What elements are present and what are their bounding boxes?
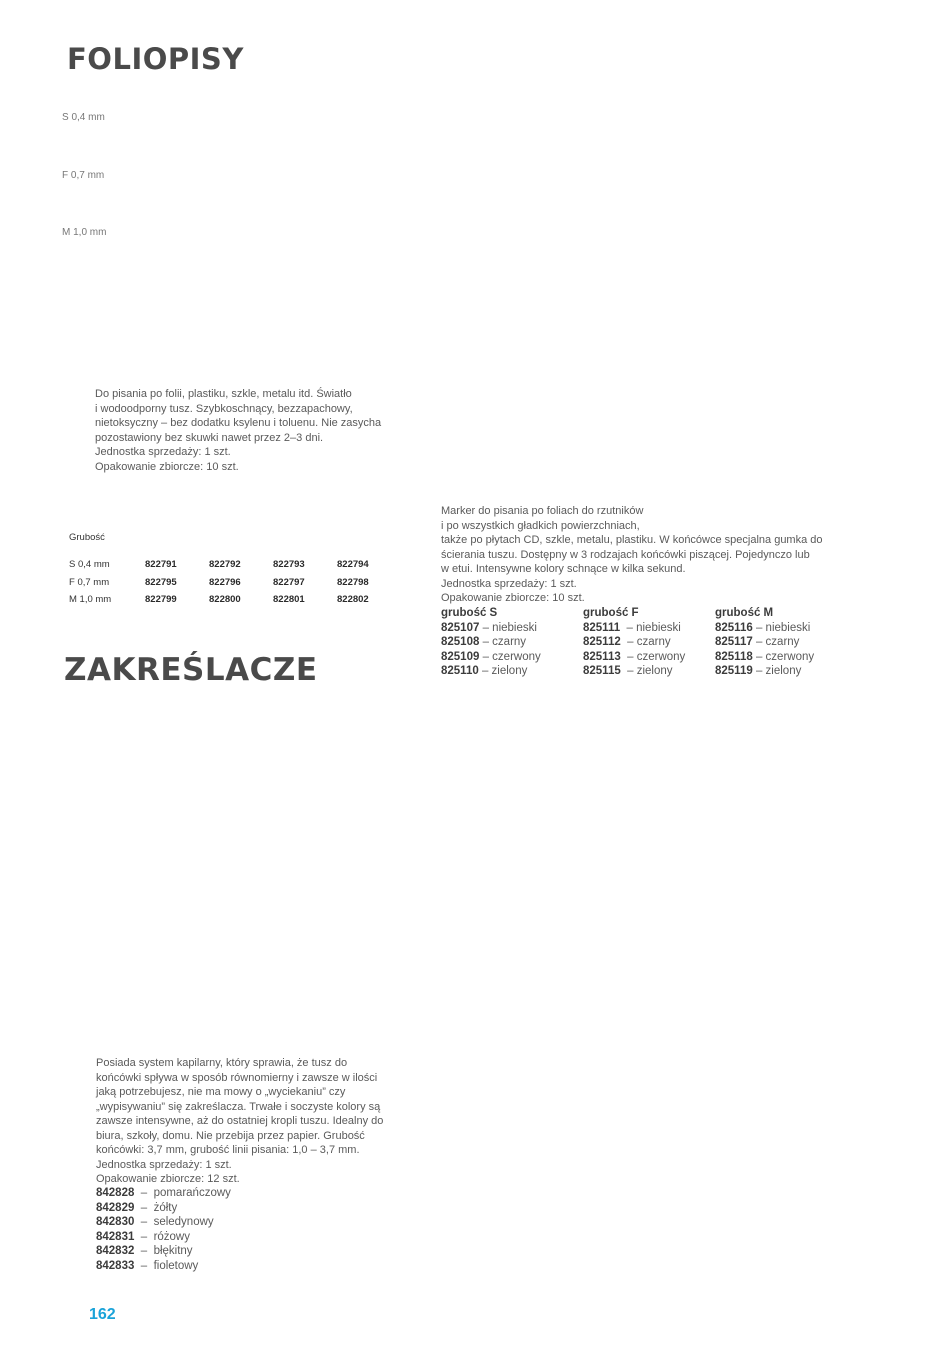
marker-column-s: [441, 606, 541, 679]
separator: –: [752, 621, 766, 634]
color-name: czerwony: [765, 650, 815, 663]
color-name: niebieski: [636, 621, 681, 634]
description-line: końcówki: 3,7 mm, grubość linii pisania: 1,0 – 3,7 mm.: [96, 1144, 360, 1156]
color-name: czerwony: [636, 650, 686, 663]
row-label: M 1,0 mm: [69, 594, 112, 606]
product-code: 825107: [441, 621, 480, 634]
separator: –: [134, 1187, 154, 1199]
separator: –: [752, 665, 766, 677]
description-line: i po wszystkich gładkich powierzchniach,: [441, 519, 640, 532]
product-code: 825113: [583, 650, 621, 663]
zakreslacze-title: ZAKREŚLACZE: [64, 652, 318, 688]
product-code: 822797: [273, 576, 305, 588]
table-row: [69, 591, 369, 609]
color-name: różowy: [153, 1230, 190, 1243]
product-item: [96, 1201, 231, 1216]
description-line: Jednostka sprzedaży: 1 szt.: [96, 1158, 232, 1171]
separator: –: [479, 621, 493, 634]
product-code: 822798: [337, 576, 369, 588]
description-line: nietoksyczny – bez dodatku ksylenu i toluenu. Nie zasycha: [95, 417, 382, 429]
product-item: [441, 664, 541, 679]
description-line: także po płytach CD, szkle, metalu, plastiku. W końcówce specjalna gumka do: [441, 534, 823, 546]
separator: –: [479, 650, 493, 663]
column-header: grubość M: [715, 607, 774, 619]
color-name: zielony: [636, 665, 673, 677]
product-item: [96, 1230, 231, 1245]
product-item: [441, 621, 541, 636]
product-code: 825116: [715, 621, 753, 634]
separator: –: [479, 636, 493, 648]
product-code: 822795: [145, 576, 177, 588]
separator: –: [620, 636, 637, 648]
product-item: [583, 650, 685, 665]
product-item: [583, 635, 685, 650]
description-line: ścierania tuszu. Dostępny w 3 rodzajach końcówki piszącej. Pojedynczo lub: [441, 548, 810, 561]
product-item: [441, 650, 541, 665]
zakreslacze-product-list: [96, 1186, 231, 1273]
description-line: Marker do pisania po foliach do rzutników: [441, 505, 644, 517]
product-code: 822791: [145, 559, 177, 571]
foliopisy-title: FOLIOPISY: [67, 42, 244, 76]
separator: –: [134, 1245, 154, 1257]
description-line: Jednostka sprzedaży: 1 szt.: [441, 577, 577, 590]
size-label-s: S 0,4 mm: [62, 112, 105, 123]
description-line: biura, szkoły, domu. Nie przebija przez papier. Grubość: [96, 1129, 365, 1142]
product-code: 825119: [715, 665, 753, 677]
table-row: [69, 556, 369, 574]
description-line: Do pisania po folii, plastiku, szkle, metalu itd. Światło: [95, 388, 352, 400]
product-code: 825112: [583, 636, 621, 648]
product-code: 825118: [715, 650, 753, 663]
product-code: 825111: [583, 621, 621, 634]
product-item: [715, 650, 814, 665]
color-name: seledynowy: [153, 1216, 214, 1228]
product-code: 842829: [96, 1201, 135, 1214]
product-code: 825117: [715, 636, 753, 648]
separator: –: [752, 650, 766, 663]
product-item: [96, 1244, 231, 1259]
product-code: 822792: [209, 559, 241, 571]
marker-column-f: [583, 606, 685, 679]
description-line: Opakowanie zbiorcze: 10 szt.: [95, 460, 239, 473]
product-item: [441, 635, 541, 650]
column-header: grubość F: [583, 607, 639, 619]
description-line: i wodoodporny tusz. Szybkoschnący, bezzapachowy,: [95, 402, 353, 415]
table-row: [69, 574, 369, 592]
description-line: Opakowanie zbiorcze: 12 szt.: [96, 1173, 240, 1185]
foliopisy-description: [95, 387, 381, 474]
product-code: 822796: [209, 576, 241, 588]
thickness-header: Grubość: [69, 532, 105, 543]
description-line: jaką potrzebujesz, nie ma mowy o „wyciekaniu” czy: [96, 1086, 346, 1098]
description-line: Jednostka sprzedaży: 1 szt.: [95, 446, 231, 458]
color-name: czerwony: [492, 650, 541, 663]
separator: –: [134, 1201, 154, 1214]
color-name: zielony: [765, 665, 802, 677]
product-code: 822801: [273, 594, 305, 606]
product-code: 822793: [273, 559, 305, 571]
description-line: Posiada system kapilarny, który sprawia, że tusz do: [96, 1057, 348, 1069]
product-code: 825108: [441, 636, 480, 648]
product-code: 825109: [441, 650, 480, 663]
description-line: Opakowanie zbiorcze: 10 szt.: [441, 592, 585, 604]
color-name: zielony: [491, 665, 528, 677]
color-name: fioletowy: [153, 1259, 199, 1272]
product-code: 842833: [96, 1259, 135, 1272]
size-label-f: F 0,7 mm: [62, 170, 105, 181]
separator: –: [620, 650, 637, 663]
product-item: [715, 635, 814, 650]
size-label-m: M 1,0 mm: [62, 227, 107, 238]
color-name: niebieski: [492, 621, 537, 634]
product-code: 822802: [337, 594, 369, 606]
row-label: S 0,4 mm: [69, 559, 110, 571]
separator: –: [134, 1216, 154, 1228]
product-code: 825115: [583, 665, 621, 677]
product-code: 842830: [96, 1216, 135, 1228]
description-line: w etui. Intensywne kolory schnące w kilka sekund.: [441, 563, 686, 575]
separator: –: [620, 665, 637, 677]
description-line: „wypisywaniu” się zakreślacza. Trwałe i soczyste kolory są: [96, 1100, 381, 1113]
description-line: pozostawiony bez skuwki nawet przez 2–3 dni.: [95, 431, 324, 444]
column-header: grubość S: [441, 607, 498, 619]
zakreslacze-description: [96, 1056, 383, 1187]
product-code: 825110: [441, 665, 479, 677]
color-name: czarny: [636, 636, 671, 648]
product-code: 842832: [96, 1245, 135, 1257]
marker-column-m: [715, 606, 814, 679]
product-item: [715, 621, 814, 636]
color-name: czarny: [492, 636, 527, 648]
marker-description: [441, 504, 823, 606]
product-code: 822799: [145, 594, 177, 606]
product-code: 822800: [209, 594, 241, 606]
separator: –: [752, 636, 766, 648]
product-item: [96, 1259, 231, 1274]
foliopisy-code-table: [69, 556, 369, 609]
page-number: 162: [89, 1306, 116, 1323]
product-code: 842831: [96, 1230, 135, 1243]
color-name: pomarańczowy: [153, 1187, 231, 1199]
description-line: końcówki spływa w sposób równomierny i zawsze w ilości: [96, 1071, 378, 1084]
product-item: [96, 1215, 231, 1230]
product-code: 842828: [96, 1187, 135, 1199]
color-name: niebieski: [765, 621, 811, 634]
separator: –: [134, 1230, 154, 1243]
product-code: 822794: [337, 559, 369, 571]
product-item: [583, 621, 685, 636]
separator: –: [478, 665, 492, 677]
product-item: [583, 664, 685, 679]
description-line: zawsze intensywne, aż do ostatniej kropli tuszu. Idealny do: [96, 1115, 384, 1127]
color-name: czarny: [765, 636, 800, 648]
color-name: błękitny: [153, 1245, 193, 1257]
separator: –: [134, 1259, 154, 1272]
color-name: żółty: [153, 1201, 178, 1214]
separator: –: [620, 621, 637, 634]
product-item: [96, 1186, 231, 1201]
row-label: F 0,7 mm: [69, 576, 110, 588]
product-item: [715, 664, 814, 679]
